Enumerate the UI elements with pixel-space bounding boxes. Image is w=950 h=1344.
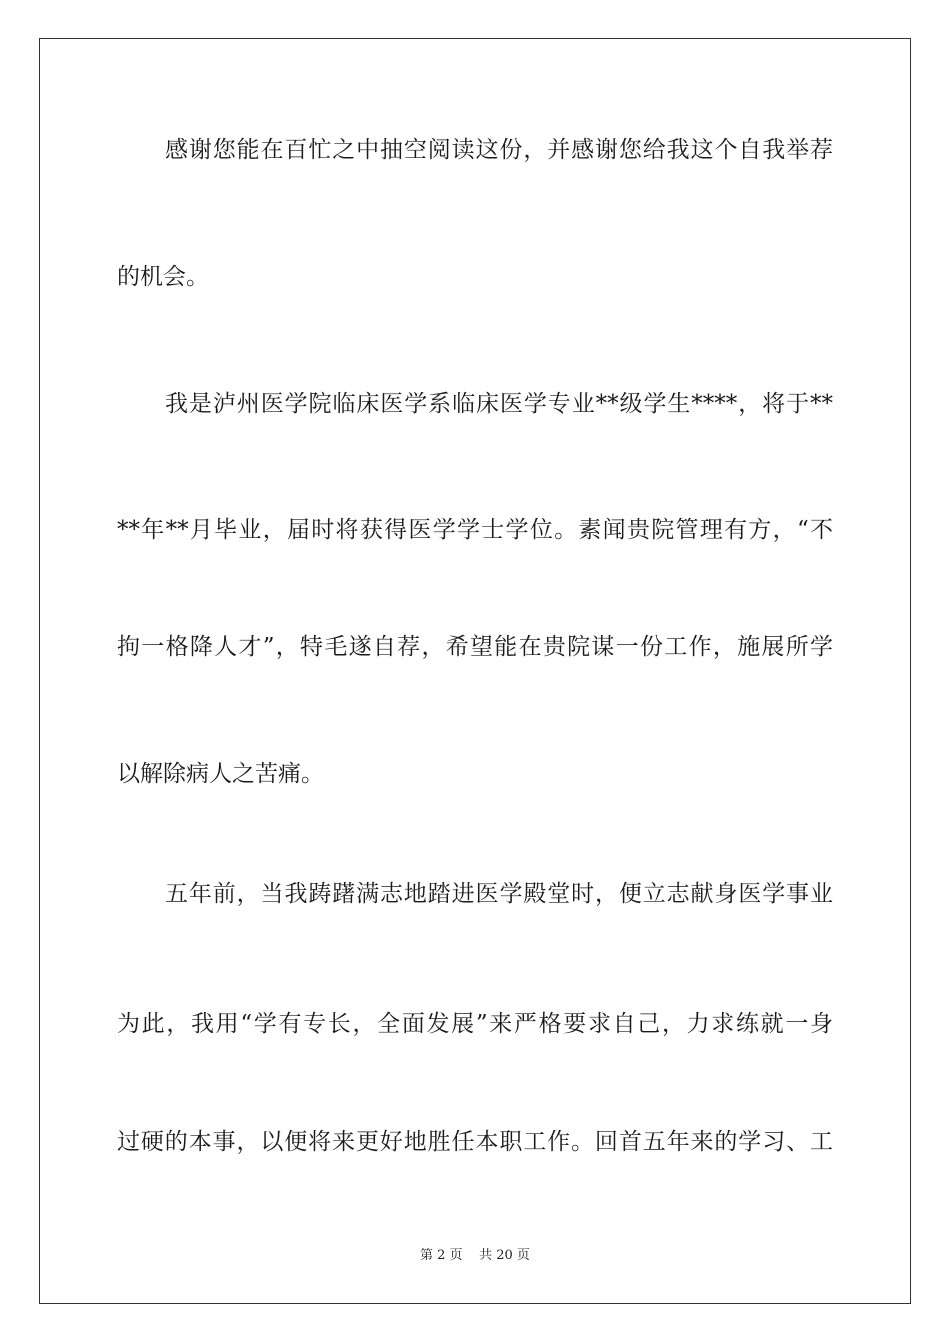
page-number: 第 2 页 xyxy=(420,1248,463,1263)
text-line: 拘一格降人才”，特毛遂自荐，希望能在贵院谋一份工作，施展所学 xyxy=(117,634,833,660)
text-line: 以解除病人之苦痛。 xyxy=(117,761,324,787)
text-line: 感谢您能在百忙之中抽空阅读这份，并感谢您给我这个自我举荐 xyxy=(165,137,833,163)
page-footer xyxy=(0,1247,950,1265)
page-border xyxy=(39,38,911,1304)
text-line: 为此，我用“学有专长，全面发展”来严格要求自己，力求练就一身 xyxy=(117,1011,833,1037)
text-line: 我是泸州医学院临床医学系临床医学专业**级学生****，将于** xyxy=(165,391,833,417)
text-line: 的机会。 xyxy=(117,264,209,290)
text-line: 过硬的本事，以便将来更好地胜任本职工作。回首五年来的学习、工 xyxy=(117,1129,833,1155)
text-line: 五年前，当我踌躇满志地踏进医学殿堂时，便立志献身医学事业 xyxy=(165,881,833,907)
text-line: **年**月毕业，届时将获得医学学士学位。素闻贵院管理有方，“不 xyxy=(117,517,833,543)
page-total: 共 20 页 xyxy=(479,1248,530,1263)
